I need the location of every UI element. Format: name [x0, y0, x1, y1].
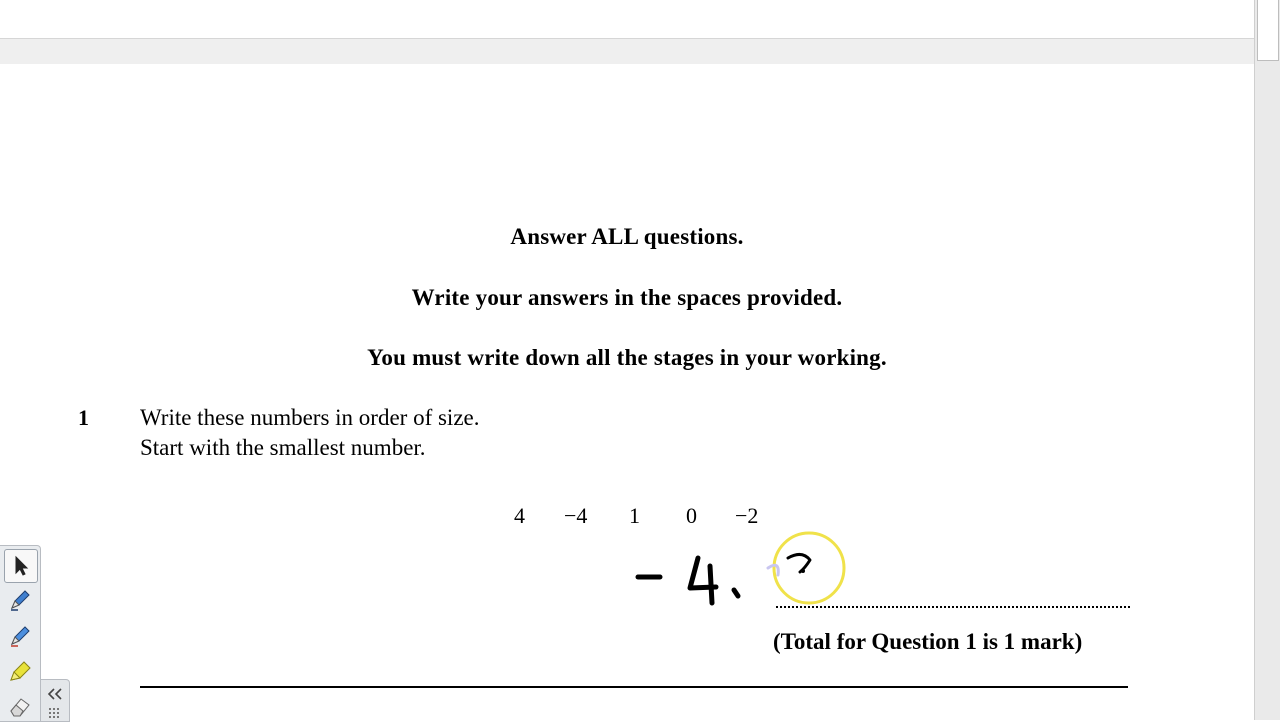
vertical-scrollbar[interactable] [1254, 0, 1280, 720]
ink-stroke-comma [734, 590, 738, 596]
question-separator [140, 686, 1128, 688]
window-top-area [0, 0, 1254, 38]
question-text-line1: Write these numbers in order of size. [140, 405, 480, 430]
pen-icon [8, 624, 32, 648]
eraser-icon [8, 694, 32, 718]
pen-tool[interactable] [4, 584, 36, 616]
eraser-tool[interactable] [4, 690, 36, 722]
toolbar-collapse-tab[interactable] [41, 679, 70, 722]
pen-toolbar [0, 545, 41, 722]
arrow-pointer-tool[interactable] [4, 549, 38, 583]
pointer-highlight-circle [774, 533, 844, 603]
scrollbar-thumb[interactable] [1257, 0, 1279, 61]
pen-tool[interactable] [4, 620, 36, 652]
pen-icon [8, 588, 32, 612]
ink-dot [801, 569, 805, 573]
highlighter-tool[interactable] [4, 656, 36, 688]
ink-stroke-two [788, 554, 810, 572]
instruction-spaces-provided: Write your answers in the spaces provided. [411, 285, 843, 310]
instruction-answer-all: Answer ALL questions. [510, 224, 744, 249]
double-chevron-left-icon [47, 688, 63, 700]
question-number: 1 [78, 405, 89, 430]
number-item: −4 [564, 503, 588, 528]
question-total-marks: (Total for Question 1 is 1 mark) [773, 629, 1083, 654]
highlighter-icon [8, 660, 32, 684]
number-item: 4 [514, 503, 525, 528]
exam-page [0, 64, 1254, 720]
number-item: 1 [629, 503, 640, 528]
toolbar-band [0, 38, 1254, 65]
instruction-show-working: You must write down all the stages in your working. [367, 345, 887, 370]
number-item: −2 [735, 503, 759, 528]
ink-stroke-four-stem [710, 566, 712, 603]
arrow-pointer-icon [11, 555, 31, 577]
grip-icon [49, 708, 61, 718]
number-item: 0 [686, 503, 697, 528]
handwritten-answer [620, 530, 860, 620]
question-text-line2: Start with the smallest number. [140, 435, 426, 460]
